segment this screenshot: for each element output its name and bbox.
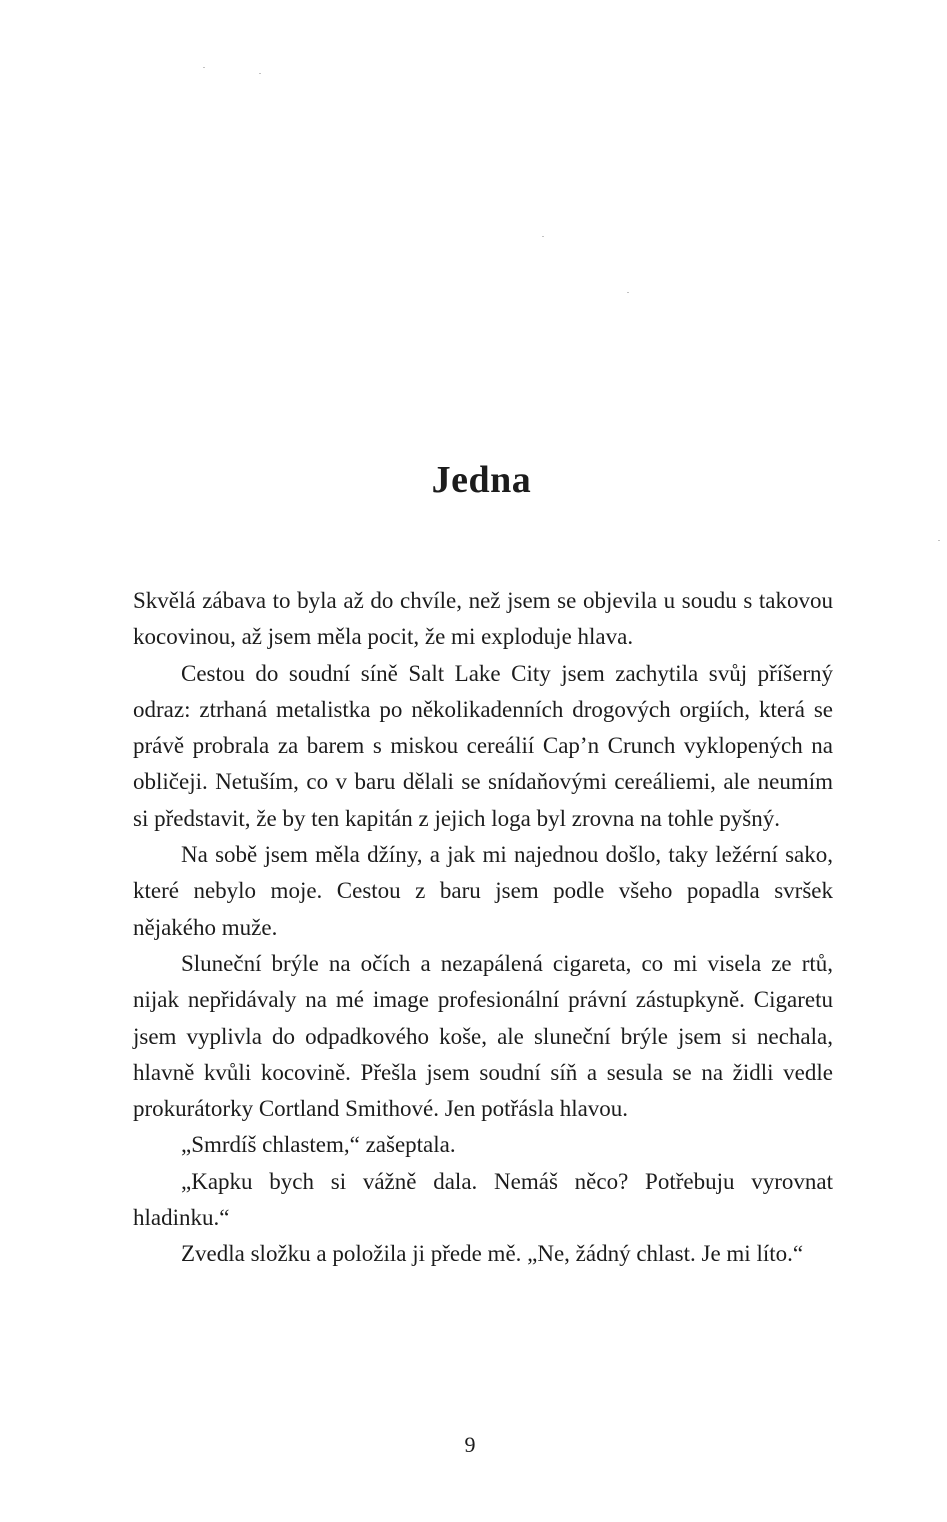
paragraph: Sluneční brýle na očích a nezapálená cigareta, co mi visela ze rtů, nijak nepřidávaly na mé image profesionální právní zástupkyně. Cigaretu jsem vyplivla do odpadkového koše, ale sluneční brýle jsem si nechala, hlavně kvůli kocovině. Přešla jsem soudní síň a sesula se na židli vedle prokurátorky Cortland Smithové. Jen potřásla hlavou.: [133, 950, 833, 1122]
paragraph: „Kapku bych si vážně dala. Nemáš něco? Potřebuju vyrovnat hladinku.“: [133, 1168, 833, 1231]
scan-speck: [938, 540, 940, 541]
paragraph: Zvedla složku a položila ji přede mě. „Ne, žádný chlast. Je mi líto.“: [181, 1241, 804, 1267]
paragraph: „Smrdíš chlastem,“ zašeptala.: [181, 1132, 456, 1158]
scan-speck: [627, 292, 629, 293]
paragraph: Na sobě jsem měla džíny, a jak mi najednou došlo, taky ležérní sako, které nebylo moje. Cestou z baru jsem podle všeho popadla svršek nějakého muže.: [133, 842, 833, 940]
page-number: 9: [464, 1432, 476, 1457]
chapter-title: Jedna: [431, 459, 532, 501]
body-text: [133, 583, 833, 1273]
scan-speck: [542, 236, 544, 237]
paragraph: Skvělá zábava to byla až do chvíle, než jsem se objevila u soudu s takovou kocovinou, až jsem měla pocit, že mi exploduje hlava.: [133, 588, 833, 650]
scan-speck: [259, 73, 261, 74]
paragraph: Cestou do soudní síně Salt Lake City jsem zachytila svůj příšerný odraz: ztrhaná metalistka po několikadenních drogových orgiích, která se právě probrala za barem s miskou cereálií Cap’n Crunch vyklopených na obličeji. Netuším, co v baru dělali se snídaňovými cereáliemi, ale neumím si představit, že by ten kapitán z jejich loga byl zrovna na tohle pyšný.: [133, 660, 833, 831]
scan-speck: [203, 67, 205, 68]
